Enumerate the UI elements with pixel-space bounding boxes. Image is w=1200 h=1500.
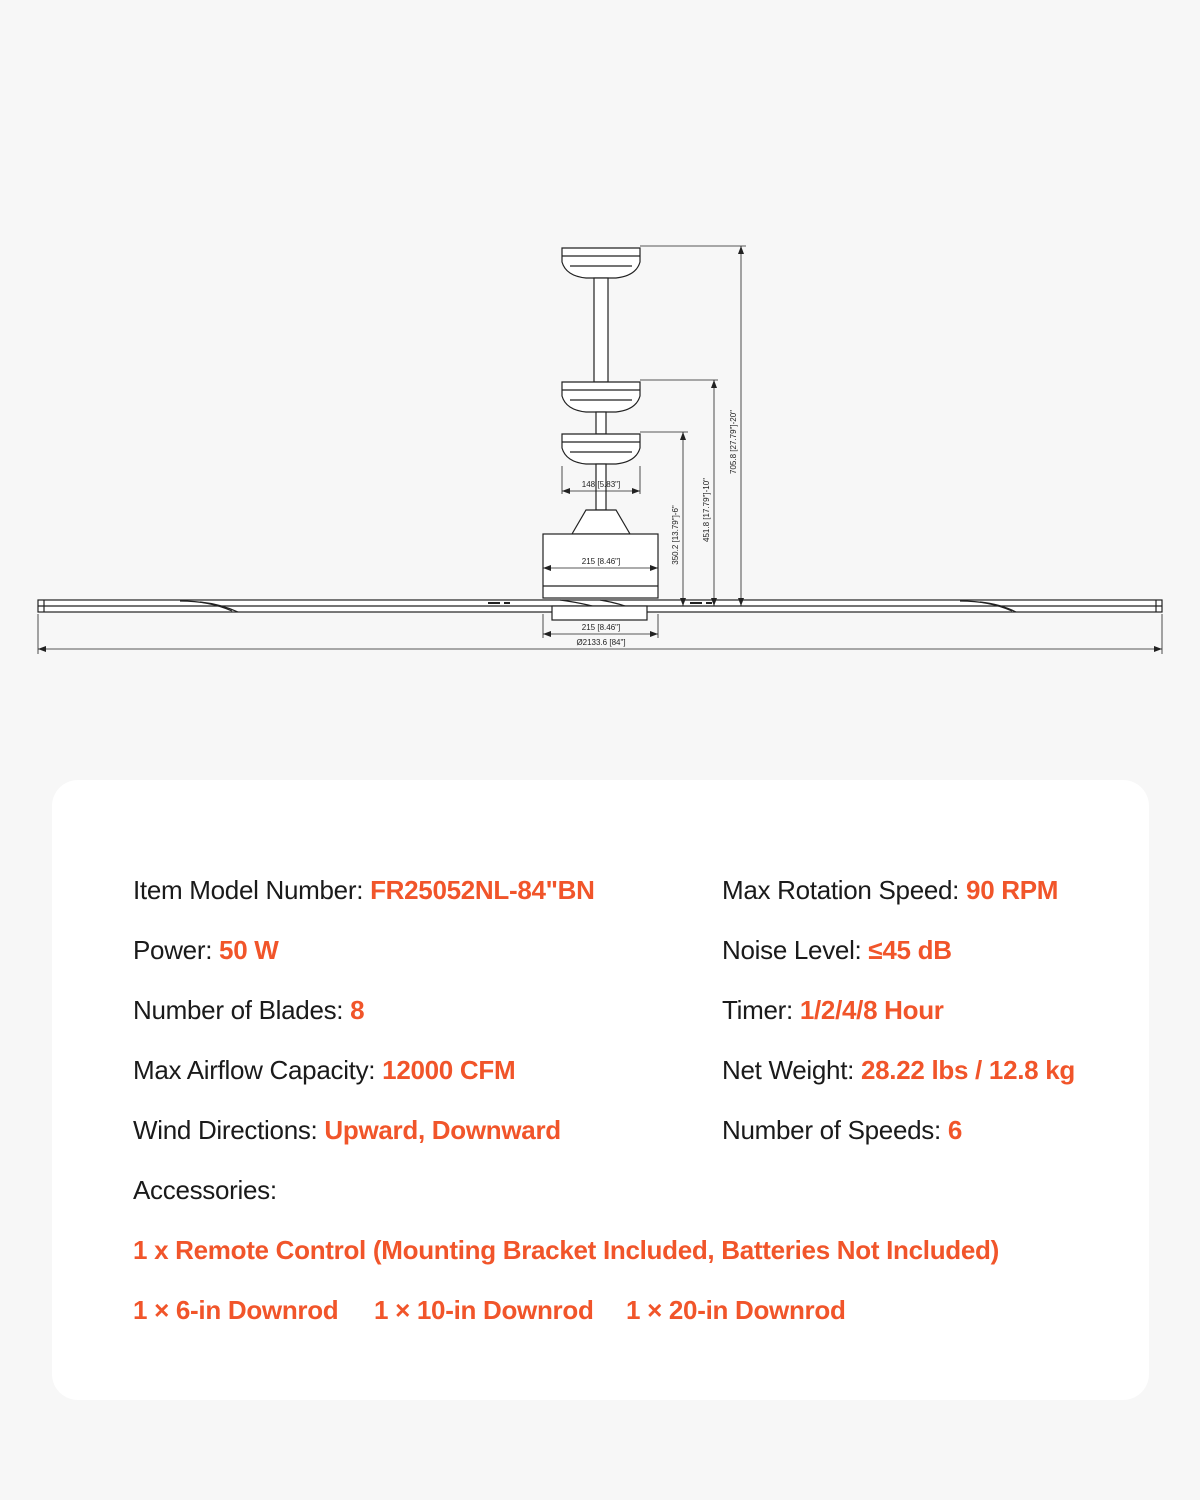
spec-model-number bbox=[133, 875, 595, 906]
spec-card bbox=[52, 780, 1149, 1400]
spec-net-weight bbox=[722, 1055, 1075, 1086]
dim-height-20in: 705.8 [27.79"]-20" bbox=[729, 410, 738, 474]
spec-label: Noise Level: bbox=[722, 935, 869, 965]
canopy-20in bbox=[562, 248, 640, 278]
spec-power bbox=[133, 935, 279, 966]
spec-rotation-speed bbox=[722, 875, 1058, 906]
accessory-remote-control: 1 x Remote Control (Mounting Bracket Included, Batteries Not Included) bbox=[133, 1235, 999, 1265]
dim-motor-width-bottom: 215 [8.46"] bbox=[581, 623, 621, 632]
spec-noise-level bbox=[722, 935, 952, 966]
spec-value: 6 bbox=[947, 1115, 963, 1145]
spec-label: Max Airflow Capacity: bbox=[133, 1055, 383, 1085]
spec-label: Power: bbox=[133, 935, 220, 965]
spec-value: 28.22 lbs / 12.8 kg bbox=[860, 1055, 1075, 1085]
spec-value: 1/2/4/8 Hour bbox=[799, 995, 944, 1025]
spec-value: 8 bbox=[350, 995, 365, 1025]
dim-blade-span: Ø2133.6 [84"] bbox=[576, 638, 626, 647]
dim-canopy-width: 148 [5.83"] bbox=[581, 480, 621, 489]
spec-value: Upward, Downward bbox=[324, 1115, 561, 1145]
canopy-10in bbox=[562, 382, 640, 412]
accessory-downrod-10in: 1 × 10-in Downrod bbox=[374, 1295, 594, 1325]
spec-timer bbox=[722, 995, 944, 1026]
spec-number-of-blades bbox=[133, 995, 364, 1026]
fan-dimension-diagram bbox=[0, 0, 1200, 700]
spec-wind-directions bbox=[133, 1115, 561, 1146]
spec-label: Wind Directions: bbox=[133, 1115, 325, 1145]
spec-value: FR25052NL-84"BN bbox=[370, 875, 595, 905]
canopy-6in bbox=[562, 434, 640, 464]
spec-value: ≤45 dB bbox=[868, 935, 952, 965]
spec-label: Max Rotation Speed: bbox=[722, 875, 967, 905]
motor-housing bbox=[543, 534, 658, 598]
spec-label: Item Model Number: bbox=[133, 875, 371, 905]
spec-value: 50 W bbox=[219, 935, 279, 965]
dim-height-6in: 350.2 [13.79"]-6" bbox=[671, 505, 680, 565]
spec-airflow bbox=[133, 1055, 515, 1086]
spec-label: Net Weight: bbox=[722, 1055, 861, 1085]
accessory-downrod-6in: 1 × 6-in Downrod bbox=[133, 1295, 339, 1325]
spec-label: Number of Blades: bbox=[133, 995, 351, 1025]
fan-drawing bbox=[0, 0, 1200, 700]
accessories-heading: Accessories: bbox=[133, 1175, 277, 1205]
spec-value: 90 RPM bbox=[966, 875, 1059, 905]
spec-label: Number of Speeds: bbox=[722, 1115, 948, 1145]
spec-number-of-speeds bbox=[722, 1115, 962, 1146]
dim-motor-width-top: 215 [8.46"] bbox=[581, 557, 621, 566]
dim-height-10in: 451.8 [17.79"]-10" bbox=[702, 478, 711, 542]
accessory-downrod-20in: 1 × 20-in Downrod bbox=[626, 1295, 846, 1325]
downrod-20in bbox=[594, 278, 608, 382]
spec-value: 12000 CFM bbox=[382, 1055, 516, 1085]
spec-label: Timer: bbox=[722, 995, 800, 1025]
